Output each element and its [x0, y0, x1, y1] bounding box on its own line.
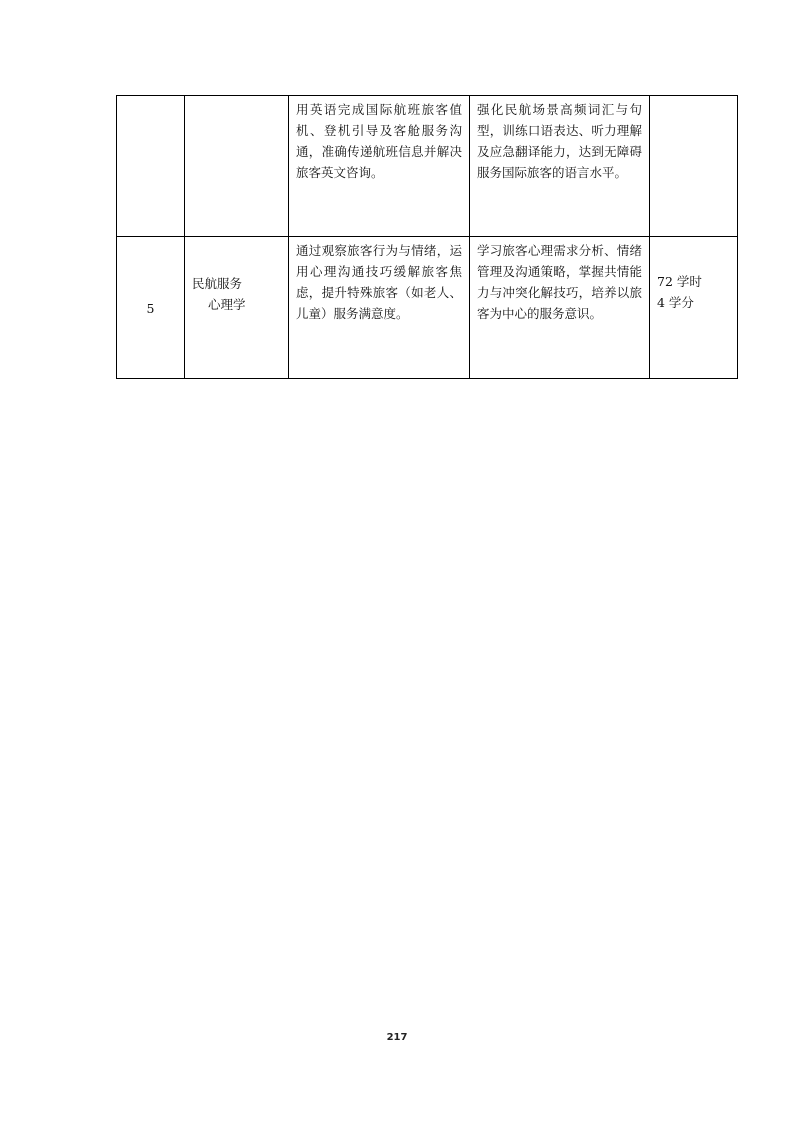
course-credits-line: 4 学分	[657, 295, 694, 310]
course-number-cell: 5	[117, 237, 185, 379]
course-hours-line: 72 学时	[657, 274, 702, 289]
course-name-cell	[185, 96, 289, 237]
table-row	[117, 96, 738, 237]
course-number-cell	[117, 96, 185, 237]
course-goal-cell: 通过观察旅客行为与情绪，运用心理沟通技巧缓解旅客焦虑，提升特殊旅客（如老人、儿童）服务满意度。	[289, 237, 470, 379]
course-name-line: 民航服务	[192, 276, 243, 291]
course-requirement-cell: 强化民航场景高频词汇与句型，训练口语表达、听力理解及应急翻译能力，达到无障碍服务国际旅客的语言水平。	[470, 96, 650, 237]
course-requirement-cell: 学习旅客心理需求分析、情绪管理及沟通策略，掌握共情能力与冲突化解技巧，培养以旅客为中心的服务意识。	[470, 237, 650, 379]
course-name-line: 心理学	[208, 297, 246, 312]
page-number: 217	[386, 1032, 408, 1043]
course-table	[116, 95, 738, 379]
course-name-cell	[185, 237, 289, 379]
course-goal-cell: 用英语完成国际航班旅客值机、登机引导及客舱服务沟通，准确传递航班信息并解决旅客英文咨询。	[289, 96, 470, 237]
table-row	[117, 237, 738, 379]
course-hours-cell	[650, 237, 738, 379]
course-hours-cell	[650, 96, 738, 237]
